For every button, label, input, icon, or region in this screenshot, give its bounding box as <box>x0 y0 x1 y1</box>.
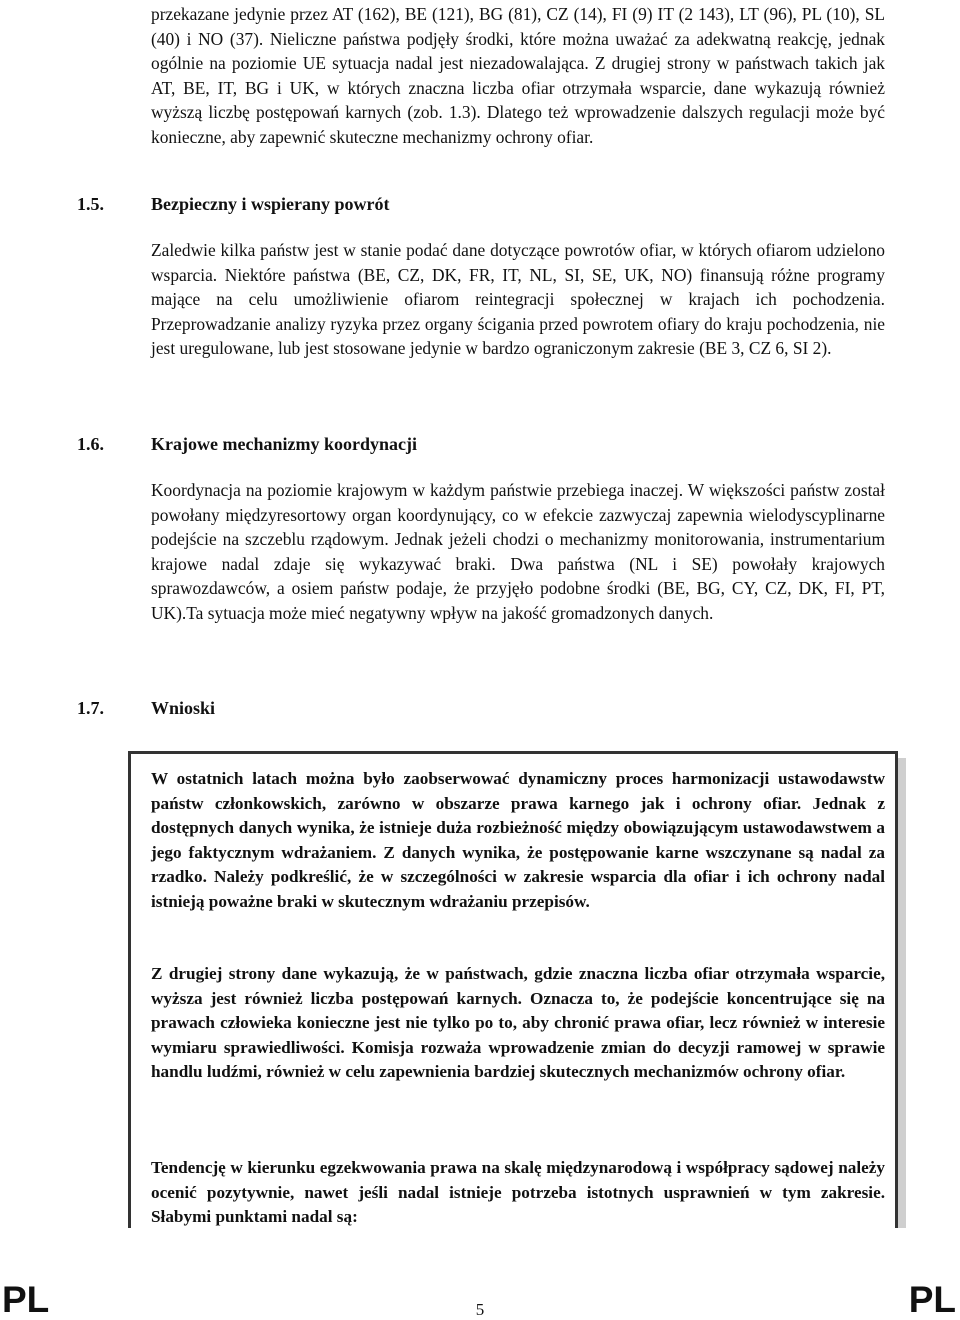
section-number: 1.6. <box>77 434 104 454</box>
footer-language-right: PL <box>908 1279 956 1320</box>
paragraph-safe-return: Zaledwie kilka państw jest w stanie podać dane dotyczące powrotów ofiar, w których ofiarom udzielono wsparcia. Niektóre państwa (BE, CZ, DK, FR, IT, NL, SI, SE, UK, NO) finansują różne programy mające na celu umożliwienie ofiarom reintegracji społecznej w krajach ich pochodzenia. Przeprowadzanie analizy ryzyka przez organy ścigania przed powrotem ofiary do kraju pochodzenia, nie jest uregulowane, lub jest stosowane jedynie w bardzo ograniczonym zakresie (BE 3, CZ 6, SI 2). <box>151 240 885 359</box>
conclusions-box <box>128 751 898 1228</box>
conclusions-paragraph-1: W ostatnich latach można było zaobserwować dynamiczny proces harmonizacji ustawodawstw państw członkowskich, zarówno w obszarze prawa karnego jak i ochrony ofiar. Jednak z dostępnych danych wynika, że istnieje duża rozbieżność między obowiązującym ustawodawstwem a jego faktycznym wdrażaniem. Z danych wynika, że postępowanie karne wszczynane są nadal za rzadko. Należy podkreślić, że w szczególności w zakresie wsparcia dla ofiar i ich ochrony nadal istnieją poważne braki w skutecznym wdrażaniu przepisów. <box>151 769 885 911</box>
section-title: Krajowe mechanizmy koordynacji <box>151 434 417 454</box>
paragraph-national-coordination: Koordynacja na poziomie krajowym w każdym państwie przebiega inaczej. W większości państw został powołany międzyresortowy organ koordynujący, co w efekcie zazwyczaj zapewnia wielodyscyplinarne podejście na szczeblu rządowym. Jednak jeżeli chodzi o mechanizmy monitorowania, instrumentarium krajowe nadal zdaje się wykazywać braki. Dwa państwa (NL i SE) powołały krajowych sprawozdawców, a osiem państw podaje, że przyjęło podobne środki (BE, BG, CY, CZ, DK, FI, PT, UK).Ta sytuacja może mieć negatywny wpływ na jakość gromadzonych danych. <box>151 480 885 623</box>
footer-language-left: PL <box>2 1279 50 1320</box>
page-number: 5 <box>475 1300 485 1319</box>
conclusions-paragraph-2: Z drugiej strony dane wykazują, że w państwach, gdzie znaczna liczba ofiar otrzymała wsparcie, wyższa jest również liczba postępowań karnych. Oznacza to, że podejście koncentrujące się na prawach człowieka konieczne jest nie tylko po to, aby chronić prawa ofiar, lecz również w interesie wymiaru sprawiedliwości. Komisja rozważa wprowadzenie zmian do decyzji ramowej w sprawie handlu ludźmi, również w celu zapewnienia bardziej skutecznych mechanizmów ochrony ofiar. <box>151 964 885 1082</box>
section-title: Wnioski <box>151 698 216 718</box>
section-number: 1.7. <box>77 698 104 718</box>
section-heading-1-7 <box>77 696 897 720</box>
section-number: 1.5. <box>77 194 104 214</box>
section-heading-1-6 <box>77 432 897 456</box>
paragraph-victim-support: przekazane jedynie przez AT (162), BE (121), BG (81), CZ (14), FI (9) IT (2 143), LT (96), PL (10), SL (40) i NO (37). Nieliczne państwa podjęły środki, które można uważać za adekwatną reakcję, jednak ogólnie na poziomie UE sytuacja nadal jest niezadowalająca. Z drugiej strony w państwach takich jak AT, BE, IT, BG i UK, w których znaczna liczba ofiar otrzymała wsparcie, dane wykazują również wyższą liczbę postępowań karnych (zob. 1.3). Dlatego też wprowadzenie dalszych regulacji może być konieczne, aby zapewnić skuteczne mechanizmy ochrony ofiar. <box>151 4 885 147</box>
section-heading-1-5 <box>77 192 897 216</box>
section-title: Bezpieczny i wspierany powrót <box>151 194 390 214</box>
conclusions-paragraph-3: Tendencję w kierunku egzekwowania prawa na skalę międzynarodową i współpracy sądowej należy ocenić pozytywnie, nawet jeśli nadal istnieje potrzeba istotnych usprawnień w tym zakresie. Słabymi punktami nadal są: <box>151 1158 885 1227</box>
